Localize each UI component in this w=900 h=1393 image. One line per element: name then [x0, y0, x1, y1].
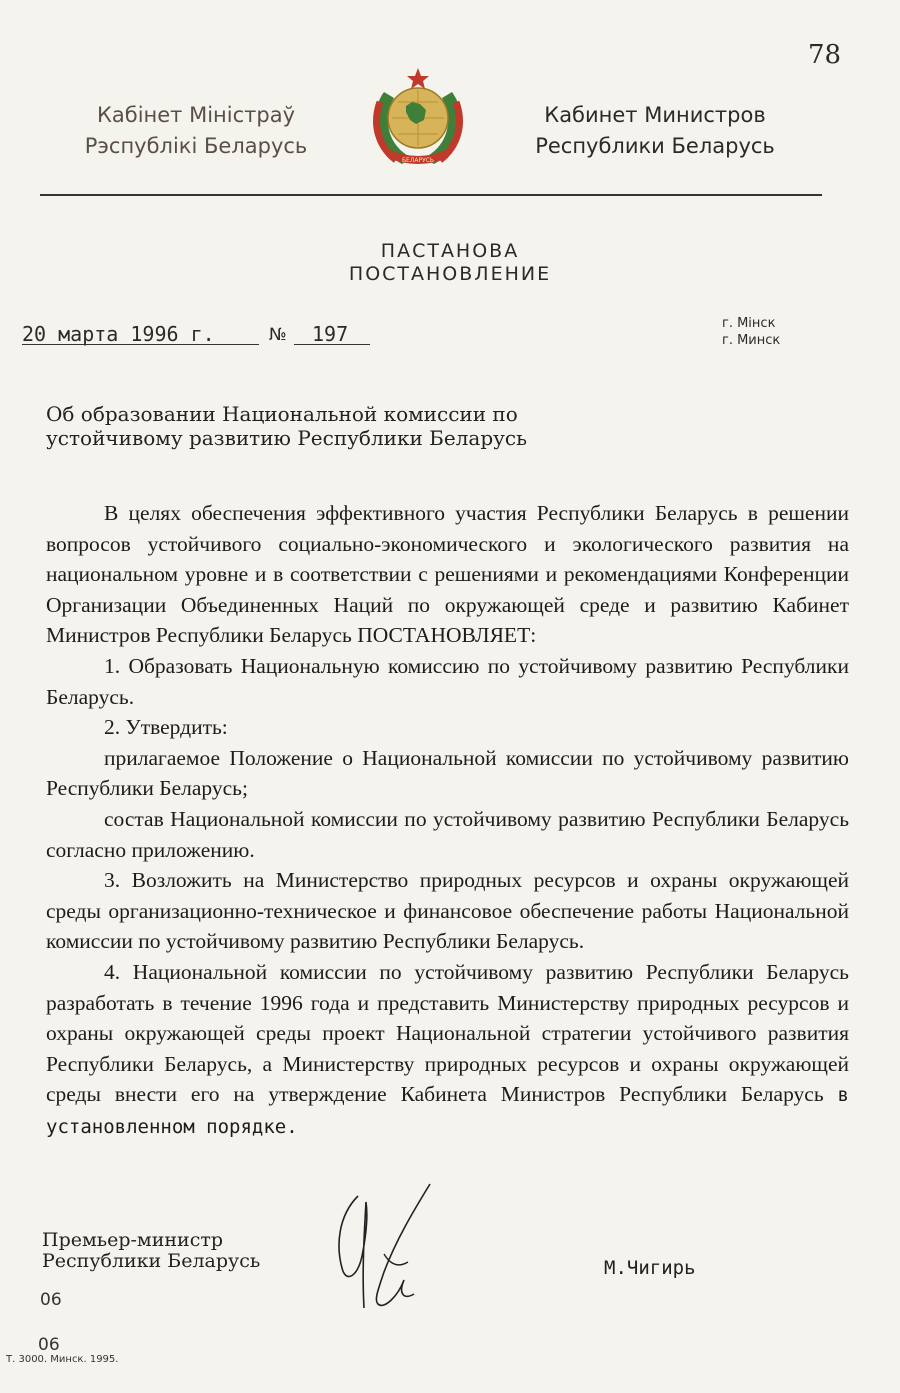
document-subject [46, 402, 566, 450]
document-body [46, 498, 849, 1142]
city-russian: г. Минск [722, 333, 781, 348]
subject-line2: устойчивому развитию Республики Беларусь [46, 426, 528, 450]
state-emblem-icon [362, 62, 474, 174]
city-belarusian: г. Мінск [722, 316, 776, 331]
number-sign: № [269, 325, 287, 345]
item-4-paragraph [46, 957, 849, 1143]
signer-name: М.Чигирь [604, 1257, 696, 1279]
signatory-title-line1: Премьер-министр [42, 1229, 224, 1251]
item-4-tail: в установленном порядке. [46, 1084, 849, 1138]
item-3-paragraph: 3. Возложить на Министерство природных ресурсов и охраны окружающей среды организационно-техническое и финансовое обеспечение работы Национальной комиссии по устойчивому развитию Республики Беларусь. [46, 868, 849, 954]
item-1-paragraph: 1. Образовать Национальную комиссию по устойчивому развитию Республики Беларусь. [46, 653, 849, 709]
document-number: 197 [312, 322, 349, 346]
document-date: 20 марта 1996 г. [22, 322, 215, 346]
subject-line1: Об образовании Национальной комиссии по [46, 402, 518, 426]
signatory-title [42, 1230, 322, 1272]
printer-imprint: Т. 3000. Минск. 1995. [6, 1354, 119, 1365]
item-4-main: 4. Национальной комиссии по устойчивому развитию Республики Беларусь разработать в течение 1996 года и представить Министерству природных ресурсов и охраны окружающей среды проект Национальной стратегии устойчивого развития Республики Беларусь, а Министерству природных ресурсов и охраны окружающей среды внести его на утверждение Кабинета Министров Республики Беларусь [46, 959, 849, 1107]
doc-type-russian: ПОСТАНОВЛЕНИЕ [348, 263, 552, 285]
org-ru-line2: Республики Беларусь [535, 134, 775, 158]
signatory-title-line2: Республики Беларусь [42, 1250, 261, 1272]
preamble-paragraph: В целях обеспечения эффективного участия Республики Беларусь в решении вопросов устойчивого социально-экономического и экологического развития на национальном уровне и в соответствии с решениями и рекомендациями Конференции Организации Объединенных Наций по окружающей среде и развитию Кабинет Министров Республики Беларусь ПОСТАНОВЛЯЕТ: [46, 501, 849, 648]
item-2b-paragraph: состав Национальной комиссии по устойчивому развитию Республики Беларусь согласно приложению. [46, 806, 849, 862]
org-name-belarusian [66, 100, 326, 162]
page-number: 78 [808, 40, 842, 70]
item-2a-paragraph: прилагаемое Положение о Национальной комиссии по устойчивому развитию Республики Беларусь; [46, 745, 849, 801]
emblem-ribbon-text: БЕЛАРУСЬ [401, 157, 435, 164]
handwritten-signature [318, 1176, 448, 1316]
org-be-line2: Рэспублікі Беларусь [84, 134, 308, 158]
org-be-line1: Кабінет Міністраў [96, 103, 296, 127]
org-name-russian [520, 100, 790, 162]
date-underline [22, 344, 259, 345]
footer-code-b: 06 [38, 1335, 60, 1355]
header-divider [40, 194, 822, 196]
doc-type-belarusian: ПАСТАНОВА [380, 240, 520, 262]
item-2-paragraph: 2. Утвердить: [104, 715, 228, 740]
number-underline [294, 344, 370, 345]
footer-code-a: 06 [40, 1290, 62, 1310]
org-ru-line1: Кабинет Министров [544, 103, 766, 127]
